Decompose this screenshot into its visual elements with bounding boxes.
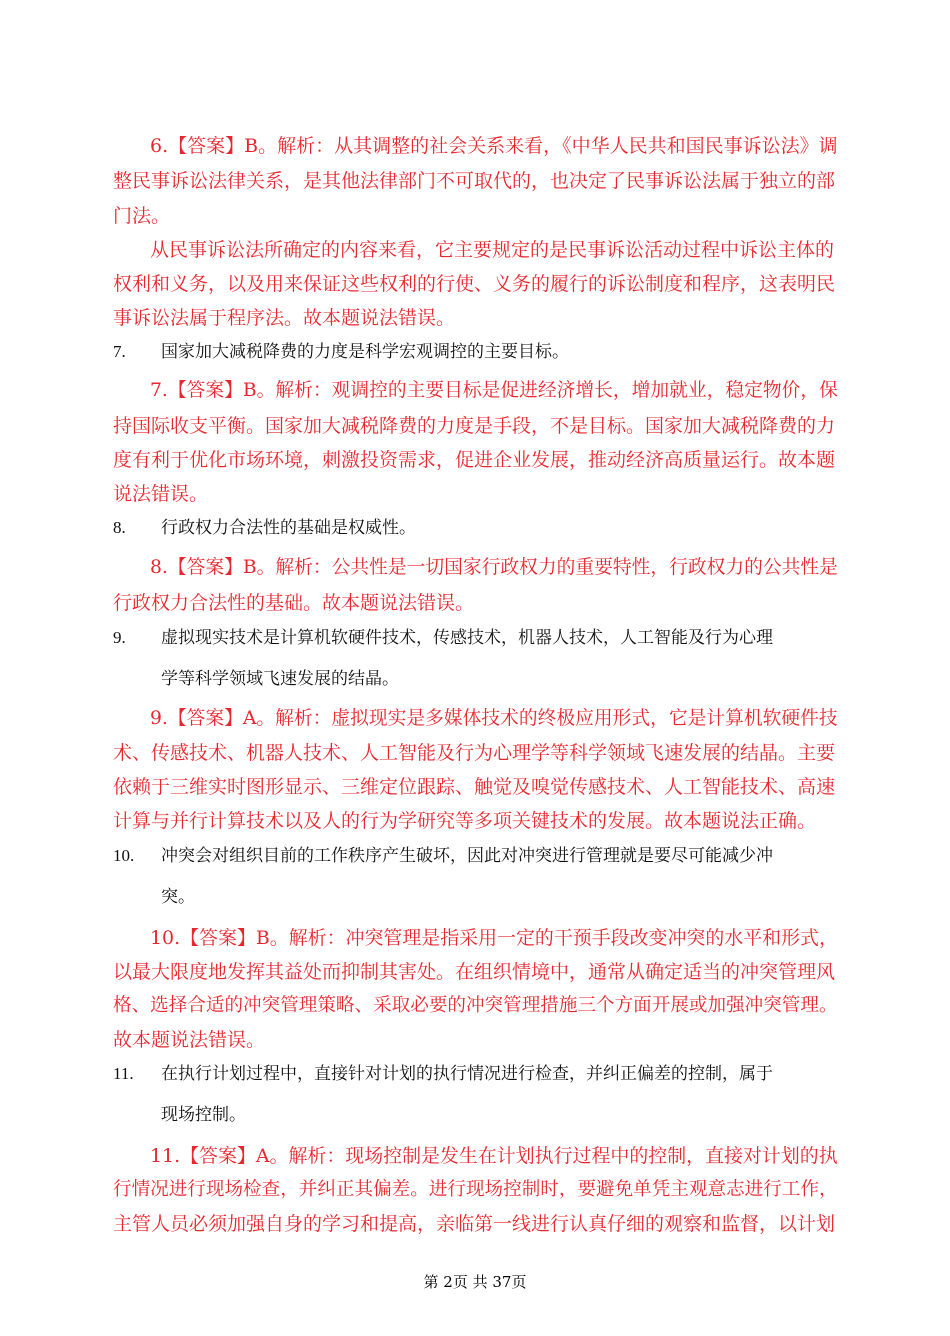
answer-9-line-1: 9.【答案】A。解析：虚拟现实是多媒体技术的终极应用形式，它是计算机软硬件技 [150, 708, 838, 729]
question-9-line-2: 学等科学领域飞速发展的结晶。 [161, 669, 399, 689]
question-10-line-2: 突。 [161, 887, 195, 907]
question-8-number: 8. [113, 518, 126, 537]
answer-8-line-1: 8.【答案】B。解析：公共性是一切国家行政权力的重要特性，行政权力的公共性是 [150, 557, 838, 578]
question-8-text: 行政权力合法性的基础是权威性。 [161, 518, 416, 538]
answer-10-line-4: 故本题说法错误。 [113, 1029, 266, 1051]
page-footer: 第 2页 共 37页 [423, 1273, 527, 1291]
answer-11-line-1: 11.【答案】A。解析：现场控制是发生在计划执行过程中的控制，直接对计划的执 [150, 1145, 838, 1167]
answer-7-line-1: 7.【答案】B。解析：观调控的主要目标是促进经济增长，增加就业，稳定物价，保 [150, 380, 838, 401]
answer-6-line-4: 从民事诉讼法所确定的内容来看，它主要规定的是民事诉讼活动过程中诉讼主体的 [150, 239, 835, 261]
answer-9-line-2: 术、传感技术、机器人技术、人工智能及行为心理学等科学领域飞速发展的结晶。主要 [113, 742, 836, 764]
answer-6-line-1: 6.【答案】B。解析：从其调整的社会关系来看，《中华人民共和国民事诉讼法》调 [150, 135, 838, 157]
answer-11-line-3: 主管人员必须加强自身的学习和提高，亲临第一线进行认真仔细的观察和监督，以计划 [113, 1213, 836, 1235]
answer-10-line-1: 10.【答案】B。解析：冲突管理是指采用一定的干预手段改变冲突的水平和形式， [150, 927, 838, 949]
answer-7-line-2: 持国际收支平衡。国家加大减税降费的力度是手段，不是目标。国家加大减税降费的力 [113, 415, 836, 437]
question-7-text: 国家加大减税降费的力度是科学宏观调控的主要目标。 [161, 342, 569, 362]
answer-10-line-3: 格、选择合适的冲突管理策略、采取必要的冲突管理措施三个方面开展或加强冲突管理。 [113, 995, 838, 1016]
answer-6-line-2: 整民事诉讼法律关系，是其他法律部门不可取代的，也决定了民事诉讼法属于独立的部 [113, 170, 836, 192]
answer-8-line-2: 行政权力合法性的基础。故本题说法错误。 [113, 592, 475, 614]
question-9-line-1: 虚拟现实技术是计算机软硬件技术，传感技术，机器人技术，人工智能及行为心理 [161, 628, 773, 648]
question-10-line-1: 冲突会对组织目前的工作秩序产生破坏，因此对冲突进行管理就是要尽可能减少冲 [161, 846, 773, 866]
question-10-number: 10. [113, 846, 135, 865]
question-7-number: 7. [113, 342, 126, 361]
answer-7-line-4: 说法错误。 [113, 483, 209, 505]
answer-9-line-4: 计算与并行计算技术以及人的行为学研究等多项关键技术的发展。故本题说法正确。 [113, 810, 817, 832]
question-11-line-2: 现场控制。 [161, 1105, 246, 1125]
answer-6-line-6: 事诉讼法属于程序法。故本题说法错误。 [113, 307, 456, 329]
question-11-number: 11. [113, 1064, 134, 1083]
answer-7-line-3: 度有利于优化市场环境，刺激投资需求，促进企业发展，推动经济高质量运行。故本题 [113, 449, 836, 471]
answer-11-line-2: 行情况进行现场检查，并纠正其偏差。进行现场控制时，要避免单凭主观意志进行工作， [113, 1179, 838, 1200]
answer-10-line-2: 以最大限度地发挥其益处而抑制其害处。在组织情境中，通常从确定适当的冲突管理风 [113, 961, 836, 983]
answer-9-line-3: 依赖于三维实时图形显示、三维定位跟踪、触觉及嗅觉传感技术、人工智能技术、高速 [113, 776, 836, 798]
answer-6-line-5: 权利和义务，以及用来保证这些权利的行使、义务的履行的诉讼制度和程序，这表明民 [113, 273, 836, 295]
answer-6-line-3: 门法。 [113, 205, 171, 227]
question-11-line-1: 在执行计划过程中，直接针对计划的执行情况进行检查，并纠正偏差的控制，属于 [161, 1064, 773, 1084]
question-9-number: 9. [113, 628, 126, 647]
